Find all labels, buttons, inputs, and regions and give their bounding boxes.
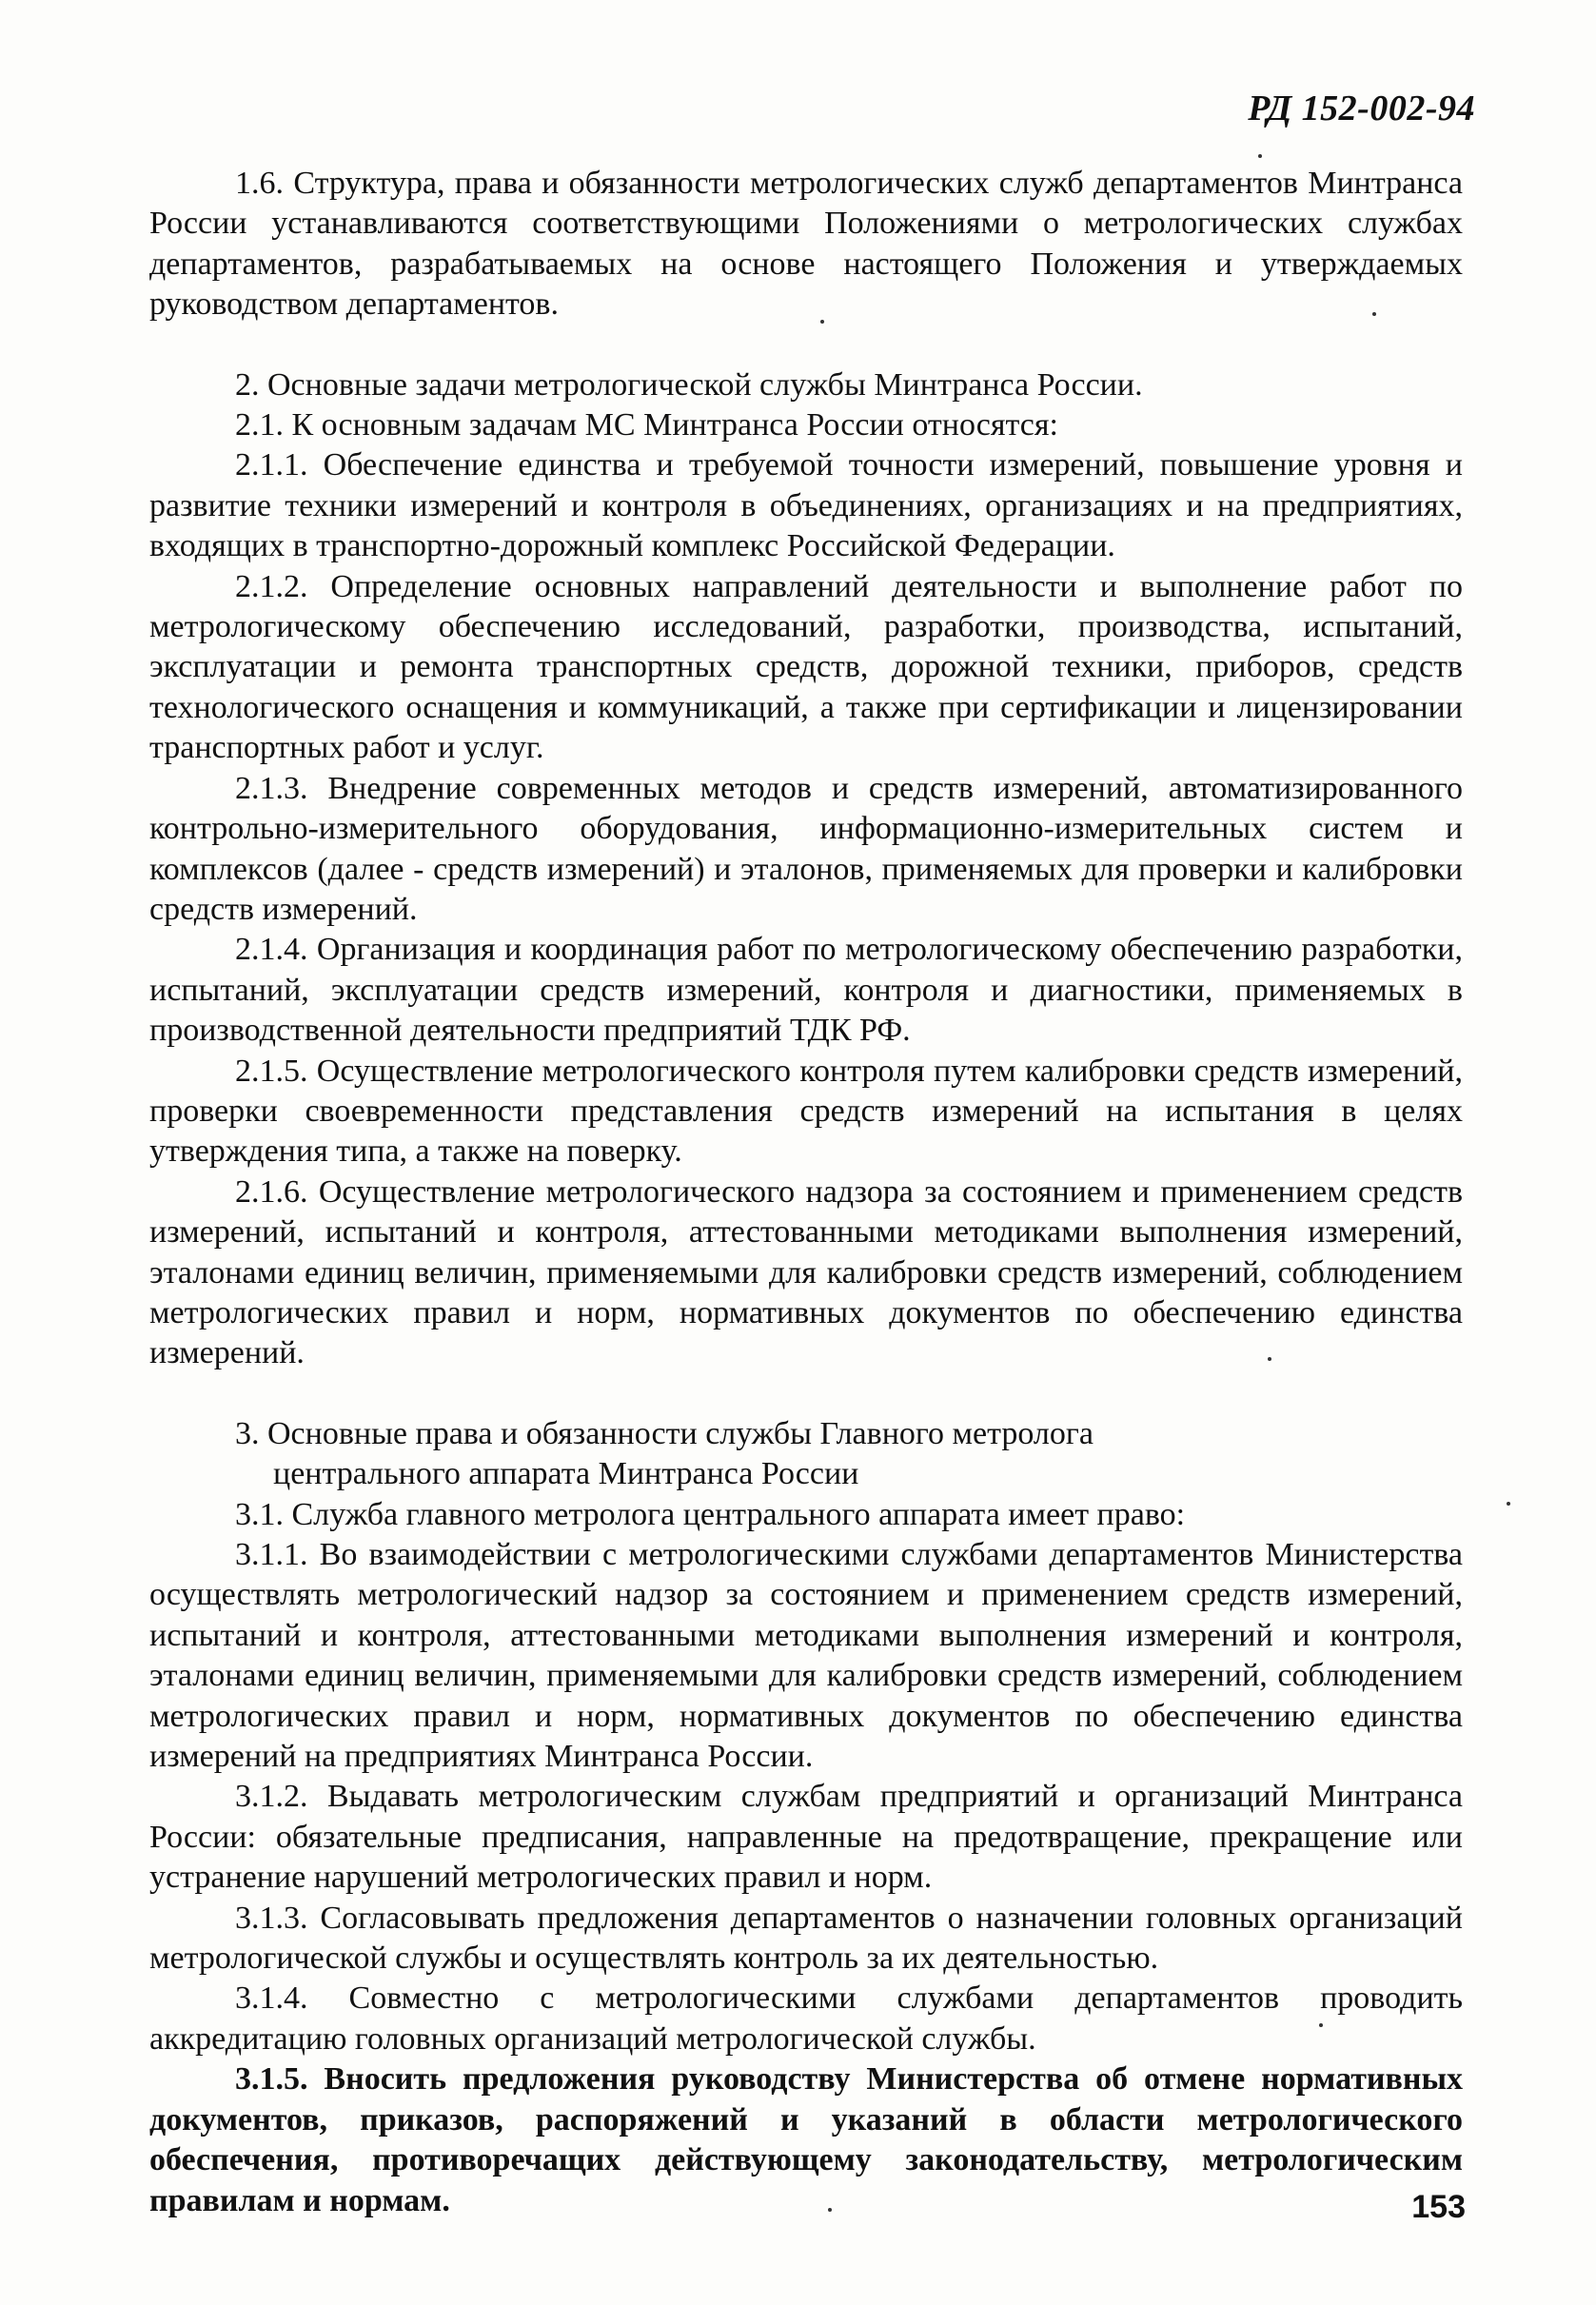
scan-speck [1319,2023,1323,2027]
document-code: РД 152-002-94 [1248,89,1475,128]
paragraph-2-1: 2.1. К основным задачам МС Минтранса России относятся: [235,407,1058,443]
document-body [149,164,1463,2221]
paragraph-2-1-1: 2.1.1. Обеспечение единства и требуемой точности измерений, повышение уровня и развитие техники измерений и контроля в объединениях, организациях и на предприятиях, входящих в транспортно-дорожный комплекс Российской Федерации. [149,447,1463,564]
scan-speck [1372,312,1376,316]
paragraph-2-1-6: 2.1.6. Осуществление метрологического надзора за состоянием и применением средств измерений, испытаний и контроля, аттестованными методиками выполнения измерений, эталонами единиц величин, применяемыми для калибровки средств измерений, соблюдением метрологических правил и норм, нормативных документов по обеспечению единства измерений. [149,1173,1463,1371]
paragraph-3-1-3: 3.1.3. Согласовывать предложения департаментов о назначении головных организаций метрологической службы и осуществлять контроль за их деятельностью. [149,1900,1463,1977]
paragraph-3-1-1: 3.1.1. Во взаимодействии с метрологическими службами департаментов Министерства осуществлять метрологический надзор за состоянием и применением средств измерений, испытаний и контроля, аттестованными методиками выполнения измерений и контроля, эталонами единиц величин, применяемыми для калибровки средств измерений, соблюдением метрологических правил и норм, нормативных документов по обеспечению единства измерений на предприятиях Минтранса России. [149,1537,1463,1775]
scan-speck [1268,1357,1271,1361]
paragraph-1-6: 1.6. Структура, права и обязанности метрологических служб департаментов Минтранса России устанавливаются соответствующими Положениями о метрологических службах департаментов, разрабатываемых на основе настоящего Положения и утверждаемых руководством департаментов. [149,166,1463,323]
page-number: 153 [1411,2189,1466,2225]
section-3-heading-continued: центрального аппарата Минтранса России [273,1456,859,1492]
scan-speck [828,2208,832,2212]
scan-speck [820,320,824,324]
paragraph-3-1-2: 3.1.2. Выдавать метрологическим службам предприятий и организаций Минтранса России: обязательные предписания, направленные на предотвращение, прекращение или устранение нарушений метрологических правил и норм. [149,1779,1463,1896]
paragraph-2-1-5: 2.1.5. Осуществление метрологического контроля путем калибровки средств измерений, проверки своевременности представления средств измерений на испытания в целях утверждения типа, а также на поверку. [149,1053,1463,1170]
paragraph-3-1: 3.1. Служба главного метролога центрального аппарата имеет право: [235,1496,1186,1532]
scan-speck [1507,1502,1510,1506]
paragraph-2-1-4: 2.1.4. Организация и координация работ по метрологическому обеспечению разработки, испытаний, эксплуатации средств измерений, контроля и диагностики, применяемых в производственной деятельности предприятий ТДК РФ. [149,932,1463,1049]
scan-speck [1258,154,1262,158]
paragraph-3-1-5: 3.1.5. Вносить предложения руководству Министерства об отмене нормативных документов, приказов, распоряжений и указаний в области метрологического обеспечения, противоречащих действующему законодательству, метрологическим правилам и нормам. [149,2061,1463,2218]
section-3-heading: 3. Основные права и обязанности службы Главного метролога [235,1415,1094,1451]
paragraph-3-1-4: 3.1.4. Совместно с метрологическими службами департаментов проводить аккредитацию головных организаций метрологической службы. [149,1980,1463,2057]
paragraph-2-1-2: 2.1.2. Определение основных направлений деятельности и выполнение работ по метрологическому обеспечению исследований, разработки, производства, испытаний, эксплуатации и ремонта транспортных средств, дорожной техники, приборов, средств технологического оснащения и коммуникаций, а также при сертификации и лицензировании транспортных работ и услуг. [149,568,1463,766]
paragraph-2-1-3: 2.1.3. Внедрение современных методов и средств измерений, автоматизированного контрольно-измерительного оборудования, информационно-измерительных систем и комплексов (далее - средств измерений) и эталонов, применяемых для проверки и калибровки средств измерений. [149,770,1463,927]
section-2-heading: 2. Основные задачи метрологической службы Минтранса России. [235,366,1143,403]
